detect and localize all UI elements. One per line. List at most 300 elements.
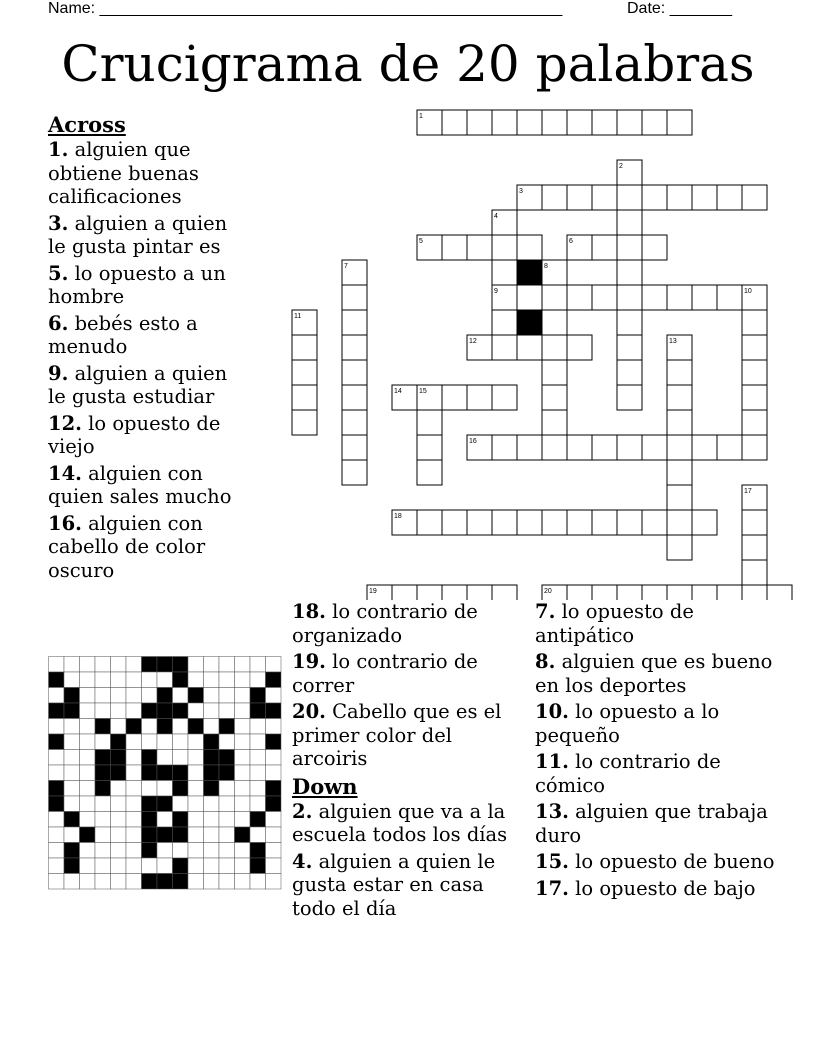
thumbnail-cell <box>80 812 96 828</box>
clue-text: alguien que obtiene buenas calificaciones <box>48 138 199 208</box>
grid-cell[interactable] <box>492 385 517 410</box>
grid-cell[interactable] <box>742 535 767 560</box>
thumbnail-cell <box>95 750 111 766</box>
clues-col-3 <box>535 600 775 903</box>
thumbnail-cell <box>219 796 235 812</box>
thumbnail-cell <box>188 672 204 688</box>
thumbnail-cell <box>80 688 96 704</box>
grid-cell[interactable] <box>617 335 642 360</box>
grid-cell[interactable] <box>767 585 792 600</box>
thumbnail-cell <box>80 765 96 781</box>
grid-cell[interactable] <box>692 585 717 600</box>
grid-cell[interactable] <box>667 285 692 310</box>
thumbnail-cell <box>95 765 111 781</box>
grid-cell[interactable] <box>717 285 742 310</box>
thumbnail-cell <box>49 657 65 673</box>
thumbnail-cell <box>173 688 189 704</box>
grid-cell[interactable] <box>492 435 517 460</box>
grid-cell[interactable] <box>517 435 542 460</box>
thumbnail-cell <box>250 719 266 735</box>
grid-cell[interactable] <box>292 410 317 435</box>
grid-cell[interactable] <box>592 585 617 600</box>
thumbnail-cell <box>235 688 251 704</box>
grid-cell[interactable] <box>742 410 767 435</box>
thumbnail-cell <box>111 703 127 719</box>
thumbnail-cell <box>219 765 235 781</box>
thumbnail-cell <box>80 657 96 673</box>
thumbnail-cell <box>111 657 127 673</box>
thumbnail-cell <box>142 657 158 673</box>
grid-cell[interactable] <box>742 435 767 460</box>
thumbnail-cell <box>173 719 189 735</box>
thumbnail-cell <box>219 672 235 688</box>
clue-down-11 <box>535 750 775 797</box>
cell-number-label: 7 <box>344 263 348 270</box>
clue-down-13 <box>535 800 775 847</box>
thumbnail-cell <box>142 858 158 874</box>
clue-number: 12. <box>48 411 82 435</box>
grid-cell[interactable] <box>542 510 567 535</box>
clue-down-7 <box>535 600 775 647</box>
thumbnail-cell <box>250 812 266 828</box>
grid-cell[interactable] <box>667 510 692 535</box>
clue-number: 9. <box>48 361 69 385</box>
grid-cell[interactable] <box>692 285 717 310</box>
grid-cell[interactable] <box>717 435 742 460</box>
thumbnail-cell <box>250 688 266 704</box>
thumbnail-cell <box>80 796 96 812</box>
grid-cell[interactable] <box>467 385 492 410</box>
thumbnail-cell <box>142 734 158 750</box>
thumbnail-cell <box>173 657 189 673</box>
grid-cell[interactable] <box>667 535 692 560</box>
thumbnail-cell <box>204 750 220 766</box>
grid-cell[interactable] <box>492 335 517 360</box>
thumbnail-cell <box>173 672 189 688</box>
thumbnail-cell <box>235 719 251 735</box>
clues-col-2 <box>292 600 514 923</box>
grid-cell[interactable] <box>467 585 492 600</box>
thumbnail-cell <box>142 703 158 719</box>
grid-cell[interactable] <box>517 110 542 135</box>
grid-cell[interactable] <box>617 435 642 460</box>
grid-cell[interactable] <box>542 285 567 310</box>
thumbnail-cell <box>173 874 189 890</box>
thumbnail-cell <box>157 765 173 781</box>
grid-cell[interactable] <box>542 185 567 210</box>
clue-number: 6. <box>48 311 69 335</box>
thumbnail-cell <box>157 703 173 719</box>
grid-cell[interactable] <box>617 110 642 135</box>
cell-number-label: 15 <box>419 388 427 395</box>
thumbnail-cell <box>173 827 189 843</box>
clue-text: Cabello que es el primer color del arcoiris <box>292 700 502 770</box>
grid-cell[interactable] <box>692 435 717 460</box>
thumbnail-cell <box>126 858 142 874</box>
grid-cell[interactable] <box>742 585 767 600</box>
thumbnail-cell <box>204 858 220 874</box>
thumbnail-cell <box>188 703 204 719</box>
thumbnail-cell <box>95 703 111 719</box>
thumbnail-cell <box>266 812 282 828</box>
grid-cell[interactable] <box>567 585 592 600</box>
grid-cell[interactable] <box>517 335 542 360</box>
grid-cell[interactable] <box>492 260 517 285</box>
thumbnail-cell <box>49 827 65 843</box>
thumbnail-cell <box>219 750 235 766</box>
thumbnail-cell <box>235 812 251 828</box>
thumbnail-cell <box>49 719 65 735</box>
grid-cell[interactable] <box>542 335 567 360</box>
grid-cell[interactable] <box>567 435 592 460</box>
thumbnail-cell <box>266 827 282 843</box>
clue-down-2 <box>292 800 514 847</box>
thumbnail-cell <box>111 734 127 750</box>
clue-number: 19. <box>292 650 326 673</box>
clue-down-17 <box>535 877 775 901</box>
thumbnail-cell <box>266 858 282 874</box>
grid-cell[interactable] <box>592 110 617 135</box>
thumbnail-cell <box>49 750 65 766</box>
thumbnail-cell <box>126 750 142 766</box>
thumbnail-cell <box>49 874 65 890</box>
grid-cell[interactable] <box>642 510 667 535</box>
thumbnail-cell <box>111 750 127 766</box>
grid-cell[interactable] <box>667 485 692 510</box>
thumbnail-cell <box>64 843 80 859</box>
grid-cell[interactable] <box>417 510 442 535</box>
grid-cell[interactable] <box>742 310 767 335</box>
thumbnail-cell <box>157 874 173 890</box>
grid-cell[interactable] <box>492 510 517 535</box>
thumbnail-cell <box>157 827 173 843</box>
thumbnail-cell <box>142 765 158 781</box>
grid-cell[interactable] <box>417 585 442 600</box>
thumbnail-cell <box>80 843 96 859</box>
cell-number-label: 16 <box>469 438 477 445</box>
thumbnail-cell <box>188 874 204 890</box>
thumbnail-cell <box>157 672 173 688</box>
grid-cell[interactable] <box>592 435 617 460</box>
thumbnail-cell <box>188 812 204 828</box>
thumbnail-cell <box>142 750 158 766</box>
across-heading: Across <box>48 112 126 137</box>
grid-cell[interactable] <box>342 335 367 360</box>
grid-cell[interactable] <box>392 585 417 600</box>
thumbnail-cell <box>173 812 189 828</box>
thumbnail-cell <box>219 812 235 828</box>
grid-cell[interactable] <box>642 185 667 210</box>
thumbnail-cell <box>188 734 204 750</box>
thumbnail-cell <box>142 719 158 735</box>
clue-number: 13. <box>535 800 569 823</box>
thumbnail-cell <box>250 858 266 874</box>
grid-cell[interactable] <box>417 410 442 435</box>
thumbnail-cell <box>80 827 96 843</box>
thumbnail-cell <box>80 719 96 735</box>
grid-cell[interactable] <box>567 185 592 210</box>
thumbnail-cell <box>95 734 111 750</box>
grid-cell[interactable] <box>592 235 617 260</box>
grid-cell[interactable] <box>467 110 492 135</box>
grid-cell[interactable] <box>292 335 317 360</box>
thumbnail-cell <box>250 827 266 843</box>
thumbnail-cell <box>95 719 111 735</box>
thumbnail-cell <box>204 672 220 688</box>
clue-down-15 <box>535 850 775 874</box>
grid-cell[interactable] <box>667 185 692 210</box>
thumbnail-cell <box>95 781 111 797</box>
thumbnail-cell <box>95 688 111 704</box>
thumbnail-cell <box>49 688 65 704</box>
cell-number-label: 8 <box>544 263 548 270</box>
clue-number: 2. <box>292 799 313 823</box>
grid-cell[interactable] <box>617 310 642 335</box>
grid-cell[interactable] <box>642 435 667 460</box>
thumbnail-cell <box>173 750 189 766</box>
grid-cell[interactable] <box>442 585 467 600</box>
grid-cell[interactable] <box>692 185 717 210</box>
page-title: Crucigrama de 20 palabras <box>61 35 755 93</box>
clue-text: bebés esto a menudo <box>48 311 198 358</box>
thumbnail-cell <box>250 703 266 719</box>
grid-cell[interactable] <box>617 360 642 385</box>
grid-cell[interactable] <box>442 235 467 260</box>
thumbnail-cell <box>49 703 65 719</box>
grid-cell[interactable] <box>342 460 367 485</box>
grid-cell[interactable] <box>542 360 567 385</box>
grid-cell[interactable] <box>567 110 592 135</box>
clue-number: 7. <box>535 600 556 623</box>
thumbnail-cell <box>219 874 235 890</box>
grid-cell[interactable] <box>667 460 692 485</box>
thumbnail-cell <box>235 657 251 673</box>
thumbnail-cell <box>49 796 65 812</box>
grid-cell[interactable] <box>642 110 667 135</box>
clue-number: 3. <box>48 211 69 235</box>
grid-cell[interactable] <box>717 185 742 210</box>
thumbnail-cell <box>219 843 235 859</box>
grid-cell[interactable] <box>617 585 642 600</box>
thumbnail-cell <box>64 734 80 750</box>
clue-text: alguien que es bueno en los deportes <box>535 650 773 697</box>
grid-cell[interactable] <box>342 435 367 460</box>
thumbnail-cell <box>204 796 220 812</box>
grid-cell[interactable] <box>342 310 367 335</box>
grid-cell[interactable] <box>517 285 542 310</box>
grid-cell[interactable] <box>742 335 767 360</box>
thumbnail-cell <box>126 719 142 735</box>
thumbnail-cell <box>266 657 282 673</box>
grid-cell[interactable] <box>667 385 692 410</box>
thumbnail-cell <box>49 672 65 688</box>
grid-cell[interactable] <box>742 185 767 210</box>
grid-cell[interactable] <box>542 310 567 335</box>
grid-cell[interactable] <box>592 510 617 535</box>
thumbnail-cell <box>219 734 235 750</box>
thumbnail-cell <box>204 843 220 859</box>
thumbnail-cell <box>111 765 127 781</box>
grid-cell[interactable] <box>742 385 767 410</box>
thumbnail-cell <box>157 688 173 704</box>
thumbnail-cell <box>250 781 266 797</box>
grid-cell[interactable] <box>492 110 517 135</box>
clue-text: lo contrario de cómico <box>535 750 721 797</box>
thumbnail-cell <box>95 874 111 890</box>
clue-text: lo opuesto de bajo <box>575 876 756 900</box>
thumbnail-cell <box>266 750 282 766</box>
thumbnail-cell <box>173 734 189 750</box>
thumbnail-cell <box>126 874 142 890</box>
thumbnail-cell <box>64 858 80 874</box>
thumbnail-cell <box>95 657 111 673</box>
grid-cell[interactable] <box>517 235 542 260</box>
grid-cell[interactable] <box>442 510 467 535</box>
thumbnail-cell <box>64 827 80 843</box>
thumbnail-cell <box>266 703 282 719</box>
thumbnail-cell <box>64 796 80 812</box>
grid-cell[interactable] <box>642 585 667 600</box>
clue-text: lo opuesto a un hombre <box>48 261 226 308</box>
cell-number-label: 20 <box>544 588 552 595</box>
thumbnail-cell <box>157 796 173 812</box>
thumbnail-cell <box>142 688 158 704</box>
clue-down-4 <box>292 850 514 921</box>
grid-cell[interactable] <box>492 310 517 335</box>
grid-cell[interactable] <box>342 410 367 435</box>
grid-cell[interactable] <box>417 435 442 460</box>
grid-cell[interactable] <box>542 410 567 435</box>
cell-number-label: 4 <box>494 213 498 220</box>
grid-cell[interactable] <box>642 285 667 310</box>
thumbnail-cell <box>250 657 266 673</box>
grid-cell[interactable] <box>667 435 692 460</box>
clue-text: alguien a quien le gusta estudiar <box>48 361 228 408</box>
thumbnail-cell <box>235 703 251 719</box>
grid-cell[interactable] <box>467 235 492 260</box>
thumbnail-cell <box>235 827 251 843</box>
thumbnail-cell <box>173 843 189 859</box>
grid-cell[interactable] <box>517 510 542 535</box>
thumbnail-cell <box>250 734 266 750</box>
thumbnail-cell <box>173 796 189 812</box>
clue-text: alguien a quien le gusta pintar es <box>48 211 228 258</box>
blocked-cell <box>517 310 542 335</box>
grid-cell[interactable] <box>492 585 517 600</box>
thumbnail-cell <box>188 858 204 874</box>
thumbnail-cell <box>204 765 220 781</box>
grid-cell[interactable] <box>467 510 492 535</box>
cell-number-label: 10 <box>744 288 752 295</box>
cell-number-label: 17 <box>744 488 752 495</box>
grid-cell[interactable] <box>292 385 317 410</box>
grid-cell[interactable] <box>617 185 642 210</box>
thumbnail-cell <box>126 703 142 719</box>
thumbnail-cell <box>188 781 204 797</box>
grid-cell[interactable] <box>692 510 717 535</box>
grid-cell[interactable] <box>617 385 642 410</box>
clue-number: 1. <box>48 138 69 161</box>
grid-cell[interactable] <box>567 285 592 310</box>
grid-cell[interactable] <box>342 360 367 385</box>
clue-number: 14. <box>48 461 82 485</box>
grid-cell[interactable] <box>292 360 317 385</box>
grid-cell[interactable] <box>617 210 642 235</box>
thumbnail-cell <box>80 781 96 797</box>
clue-text: lo opuesto de bueno <box>575 850 775 873</box>
thumbnail-cell <box>188 843 204 859</box>
grid-cell[interactable] <box>717 585 742 600</box>
grid-cell[interactable] <box>592 285 617 310</box>
clue-text: lo contrario de organizado <box>292 600 478 647</box>
grid-cell[interactable] <box>617 285 642 310</box>
grid-cell[interactable] <box>667 110 692 135</box>
thumbnail-cell <box>188 657 204 673</box>
grid-cell[interactable] <box>617 510 642 535</box>
thumbnail-cell <box>188 719 204 735</box>
thumbnail-cell <box>142 827 158 843</box>
grid-cell[interactable] <box>742 560 767 585</box>
cell-number-label: 12 <box>469 338 477 345</box>
grid-cell[interactable] <box>742 510 767 535</box>
grid-cell[interactable] <box>442 385 467 410</box>
grid-cell[interactable] <box>592 185 617 210</box>
thumbnail-cell <box>95 796 111 812</box>
grid-cell[interactable] <box>417 460 442 485</box>
thumbnail-cell <box>219 657 235 673</box>
grid-cell[interactable] <box>667 410 692 435</box>
cell-number-label: 14 <box>394 388 402 395</box>
thumbnail-cell <box>157 781 173 797</box>
grid-cell[interactable] <box>567 335 592 360</box>
thumbnail-cell <box>111 827 127 843</box>
clue-number: 10. <box>535 700 569 723</box>
grid-cell[interactable] <box>617 235 642 260</box>
thumbnail-cell <box>266 672 282 688</box>
grid-cell[interactable] <box>667 360 692 385</box>
thumbnail-cell <box>64 703 80 719</box>
grid-cell[interactable] <box>642 235 667 260</box>
grid-cell[interactable] <box>742 360 767 385</box>
clue-text: lo opuesto a lo pequeño <box>535 700 720 747</box>
grid-cell[interactable] <box>342 385 367 410</box>
grid-cell[interactable] <box>492 235 517 260</box>
thumbnail-cell <box>142 796 158 812</box>
thumbnail-cell <box>95 843 111 859</box>
grid-cell[interactable] <box>542 435 567 460</box>
thumbnail-cell <box>204 812 220 828</box>
grid-cell[interactable] <box>342 285 367 310</box>
thumbnail-cell <box>204 657 220 673</box>
grid-cell[interactable] <box>542 385 567 410</box>
thumbnail-cell <box>204 688 220 704</box>
thumbnail-cell <box>126 781 142 797</box>
grid-cell[interactable] <box>442 110 467 135</box>
thumbnail-cell <box>266 843 282 859</box>
thumbnail-cell <box>126 765 142 781</box>
grid-cell[interactable] <box>617 260 642 285</box>
cell-number-label: 1 <box>419 113 423 120</box>
grid-cell[interactable] <box>567 510 592 535</box>
thumbnail-cell <box>157 734 173 750</box>
name-field-label: Name: ____________________________________________________ <box>48 0 563 17</box>
clue-across-20 <box>292 700 514 771</box>
grid-cell[interactable] <box>667 585 692 600</box>
grid-cell[interactable] <box>542 110 567 135</box>
thumbnail-cell <box>266 688 282 704</box>
thumbnail-cell <box>142 843 158 859</box>
thumbnail-cell <box>235 858 251 874</box>
